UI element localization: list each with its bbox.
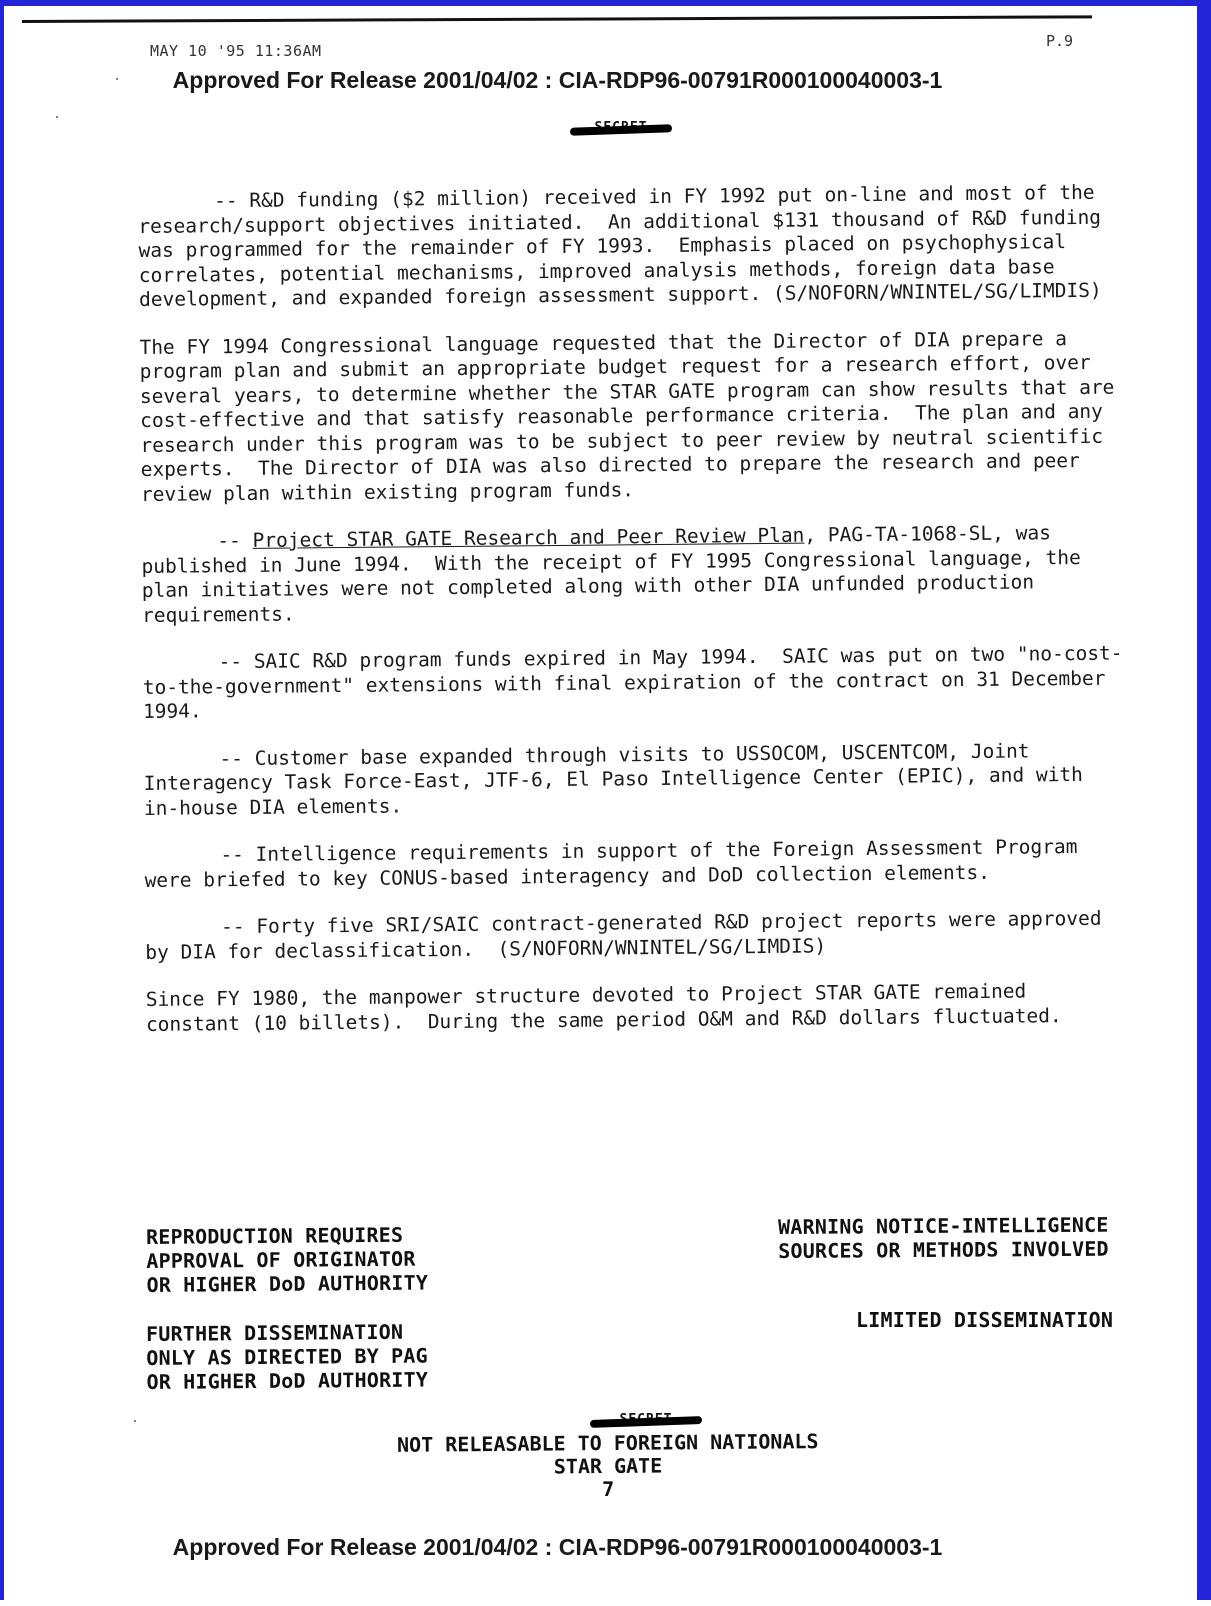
release-line-top: Approved For Release 2001/04/02 : CIA-RDP96-00791R000100040003-1 (172, 67, 943, 93)
paragraph-customer-base: -- Customer base expanded through visits to USSOCOM, USCENTCOM, Joint Interagency Task Force-East, JTF-6, El Paso Intelligence Center (EPIC), and with in-house DIA elements. (143, 738, 1095, 820)
scan-speck (56, 116, 58, 118)
page-number: 7 (602, 1476, 615, 1502)
paragraph-peer-review-plan (141, 521, 1122, 628)
paragraph-saic-funds: -- SAIC R&D program funds expired in May 1994. SAIC was put on two "no-cost-to-the-government" extensions with final expiration of the contract on 31 December 1994. (142, 641, 1123, 723)
paragraph-intel-requirements: -- Intelligence requirements in support of the Foreign Assessment Program were briefed to key CONUS-based interagency and DoD collection elements. (144, 834, 1090, 892)
footer-block (308, 1429, 909, 1503)
fax-page-number: P.9 (1046, 32, 1074, 50)
classification-mark-bottom (596, 1412, 696, 1427)
document-page (8, 12, 1187, 1606)
limited-dissemination-notice: LIMITED DISSEMINATION (856, 1308, 1114, 1332)
warning-notice: WARNING NOTICE-INTELLIGENCE SOURCES OR METHODS INVOLVED (778, 1212, 1109, 1263)
fax-timestamp: MAY 10 '95 11:36AM (150, 42, 322, 60)
paragraph-rd-funding: -- R&D funding ($2 million) received in FY 1992 put on-line and most of the research/support objectives initiated. An additional $131 thousand of R&D funding was programmed for the remainder of FY 1993. Emphasis placed on psychophysical correlates, potential mechanisms, improved analysis methods, foreign data base development, and expanded foreign assessment support. (S/NOFORN/WNINTEL/SG/LIMDIS) (138, 180, 1113, 311)
paragraph-project-reports: -- Forty five SRI/SAIC contract-generated R&D project reports were approved by DIA for declassification. (S/NOFORN/WNINTEL/SG/LIMDIS) (145, 906, 1114, 964)
further-dissemination-notice: FURTHER DISSEMINATION ONLY AS DIRECTED BY PAG OR HIGHER DoD AUTHORITY (146, 1319, 429, 1394)
classification-mark-top (576, 120, 666, 135)
top-border-line (22, 15, 1092, 23)
plan-description: , PAG-TA-1068-SL, was published in June 1994. With the receipt of FY 1995 Congressional language, the plan initiatives were not completed along with other DIA unfunded production requirements. (141, 521, 1093, 627)
document-body (138, 181, 1126, 1060)
program-name: STAR GATE (553, 1453, 663, 1479)
paragraph-manpower: Since FY 1980, the manpower structure devoted to Project STAR GATE remained constant (10 billets). During the same period O&M and R&D dollars fluctuated. (145, 979, 1062, 1036)
paragraph-congressional-language: The FY 1994 Congressional language requested that the Director of DIA prepare a program plan and submit an appropriate budget request for a research effort, over several years, to determine whether the STAR GATE program can show results that are cost-effective and that satisfy reasonable performance criteria. The plan and any research under this program was to be subject to peer review by neutral scientific experts. The Director of DIA was also directed to prepare the research and peer review plan within existing program funds. (139, 326, 1127, 506)
not-releasable-line: NOT RELEASABLE TO FOREIGN NATIONALS (396, 1429, 819, 1457)
reproduction-notice: REPRODUCTION REQUIRES APPROVAL OF ORIGINATOR OR HIGHER DoD AUTHORITY (146, 1222, 429, 1297)
scan-speck (134, 1420, 136, 1422)
scan-speck (116, 78, 118, 80)
release-line-bottom: Approved For Release 2001/04/02 : CIA-RDP96-00791R000100040003-1 (172, 1534, 943, 1560)
plan-title: Project STAR GATE Research and Peer Review Plan (252, 523, 805, 552)
dash-prefix: -- (217, 528, 253, 553)
